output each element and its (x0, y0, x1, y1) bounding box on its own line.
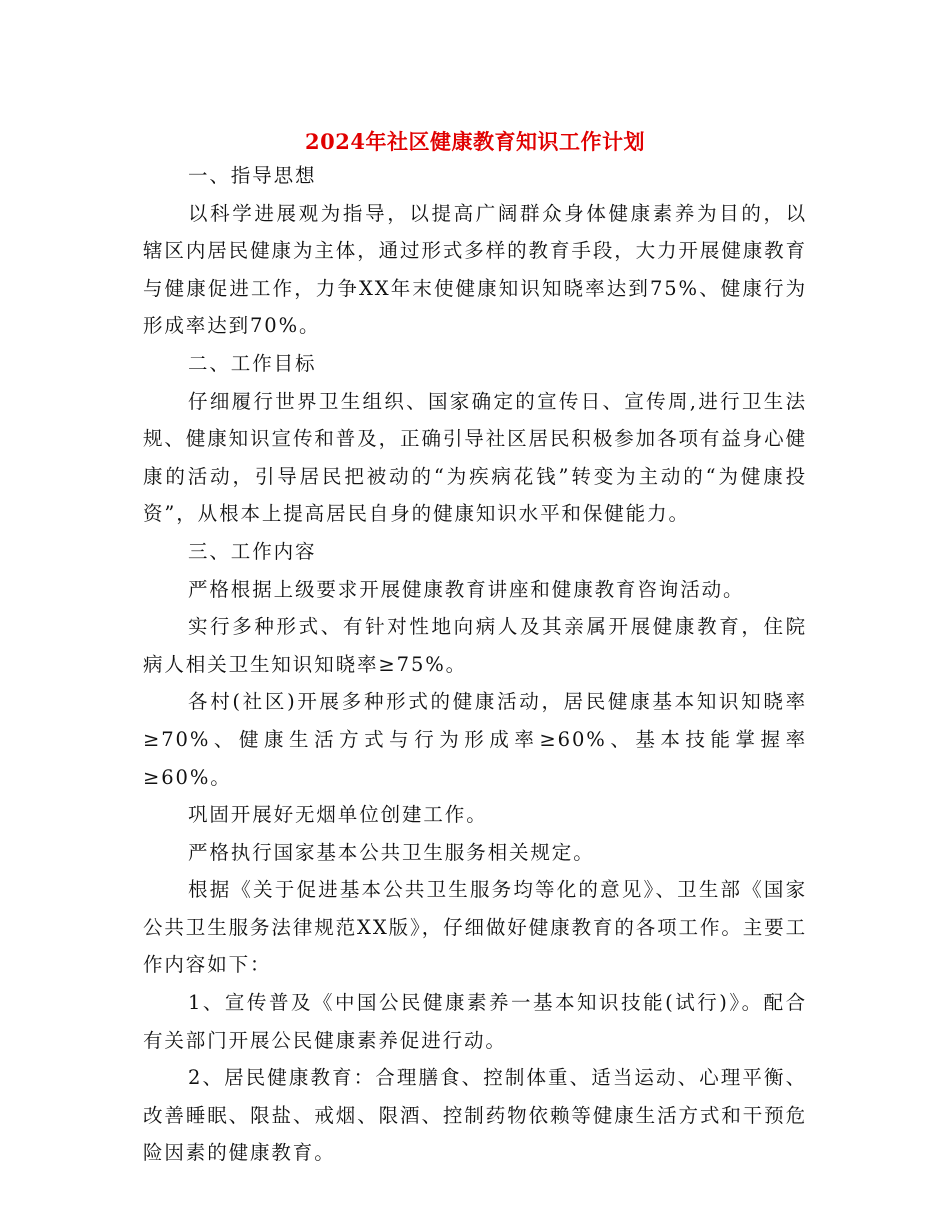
document-body (143, 157, 807, 1172)
list-item-2: 2、居民健康教育：合理膳食、控制体重、适当运动、心理平衡、改善睡眠、限盐、戒烟、限酒、控制药物依赖等健康生活方式和干预危险因素的健康教育。 (143, 1066, 807, 1165)
heading-guiding-ideology: 一、指导思想 (188, 164, 317, 187)
document-title: 2024年社区健康教育知识工作计划 (305, 129, 645, 155)
paragraph-work-goals: 仔细履行世界卫生组织、国家确定的宣传日、宣传周,进行卫生法规、健康知识宣传和普及，正确引导社区居民积极参加各项有益身心健康的活动，引导居民把被动的“为疾病花钱”转变为主动的“为健康投资”，从根本上提高居民自身的健康知识水平和保健能力。 (143, 389, 807, 526)
paragraph-patient-education: 实行多种形式、有针对性地向病人及其亲属开展健康教育，住院病人相关卫生知识知晓率≥75%。 (143, 615, 807, 676)
paragraph-village-activities: 各村(社区)开展多种形式的健康活动，居民健康基本知识知晓率≥70%、健康生活方式与行为形成率≥60%、基本技能掌握率≥60%。 (143, 690, 807, 789)
heading-work-goals: 二、工作目标 (188, 351, 317, 375)
paragraph-main-content-intro: 根据《关于促进基本公共卫生服务均等化的意见》、卫生部《国家公共卫生服务法律规范XX版》，仔细做好健康教育的各项工作。主要工作内容如下： (143, 878, 807, 977)
paragraph-public-health-rules: 严格执行国家基本公共卫生服务相关规定。 (188, 840, 595, 864)
paragraph-smoke-free: 巩固开展好无烟单位创建工作。 (188, 803, 488, 827)
heading-work-content: 三、工作内容 (188, 539, 317, 563)
paragraph-guiding-ideology: 以科学进展观为指导，以提高广阔群众身体健康素养为目的，以辖区内居民健康为主体，通过形式多样的教育手段，大力开展健康教育与健康促进工作，力争XX年末使健康知识知晓率达到75%、健康行为形成率达到70%。 (143, 201, 807, 338)
list-item-1: 1、宣传普及《中国公民健康素养一基本知识技能(试行)》。配合有关部门开展公民健康素养促进行动。 (143, 991, 807, 1052)
paragraph-lectures: 严格根据上级要求开展健康教育讲座和健康教育咨询活动。 (188, 577, 745, 601)
